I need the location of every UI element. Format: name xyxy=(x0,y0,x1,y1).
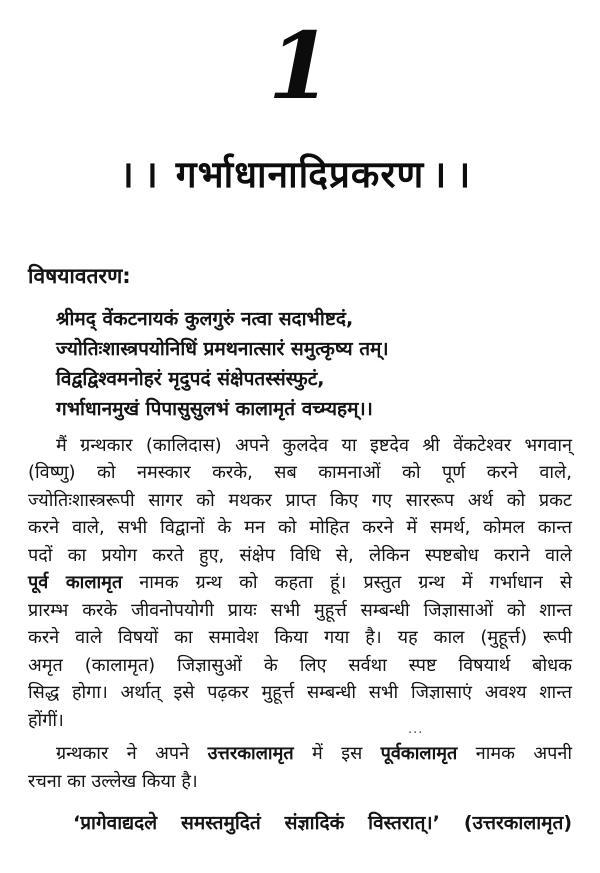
text-line: पूर्व कालामृत नामक ग्रन्थ को कहता हूं। प्रस्तुत ग्रन्थ में गर्भाधान से xyxy=(28,572,572,594)
section-label: विषयावतरण: xyxy=(28,263,131,288)
print-artifact-dots: ··· xyxy=(408,726,424,741)
text-line: श्रीमद् वेंकटनायकं कुलगुरुं नत्वा सदाभीष्टदं, xyxy=(56,307,354,330)
double-danda-left: ।। xyxy=(119,153,168,196)
text-line: रचना का उल्लेख किया है। xyxy=(28,770,198,792)
text-line: पदों का प्रयोग करते हुए, संक्षेप विधि से, लेकिन स्पष्टबोध कराने वाले xyxy=(28,544,572,566)
text-line: अमृत (कालामृत) जिज्ञासुओं के लिए सर्वथा स्पष्ट विषयार्थ बोधक xyxy=(28,654,572,676)
text-line: सिद्ध होगा। अर्थात् इसे पढ़कर मुहूर्त्त सम्बन्धी सभी जिज्ञासाएं अवश्य शान्त xyxy=(28,682,572,704)
chapter-heading-title: गर्भाधानादिप्रकरण xyxy=(175,153,425,196)
text-line: गर्भाधानमुखं पिपासुसुलभं कालामृतं वच्म्यहम्।। xyxy=(56,397,373,420)
commentary-paragraph-2 xyxy=(28,740,572,795)
citation-line xyxy=(28,809,572,837)
text-line: (विष्णु) को नमस्कार करके, सब कामनाओं को पूर्ण करने वाले, xyxy=(28,462,572,484)
chapter-number: 1 xyxy=(267,12,332,120)
chapter-heading xyxy=(28,150,572,200)
text-line: ज्योतिःशास्त्रपयोनिधिं प्रमथनात्सारं समुत्कृष्य तम्। xyxy=(56,337,389,360)
invocation-verse xyxy=(28,304,572,424)
commentary-paragraph-1 xyxy=(28,432,572,735)
text-line: होंगीं। xyxy=(28,709,64,731)
text-line: प्रारम्भ करके जीवनोपयोगी प्रायः सभी मुहूर्त्त सम्बन्धी जिज्ञासाओं को शान्त xyxy=(28,599,572,621)
text-line: विद्वद्विश्वमनोहरं मृदुपदं संक्षेपतस्संस्फुटं, xyxy=(56,367,325,390)
text-line: ‘प्रागेवाद्यदले समस्तमुदितं संज्ञादिकं विस्तरात्।’ (उत्तरकालामृत) xyxy=(73,812,572,835)
text-line: करने वाले, सभी विद्वानों के मन को मोहित करने में समर्थ, कोमल कान्त xyxy=(28,517,572,539)
text-line: ग्रन्थकार ने अपने उत्तरकालामृत में इस पूर्वकालामृत नामक अपनी xyxy=(56,743,573,765)
text-line: ज्योतिःशास्त्ररूपी सागर को मथकर प्राप्त किए गए साररूप अर्थ को प्रकट xyxy=(28,489,572,511)
double-danda-right: ।। xyxy=(432,153,481,196)
text-line: मैं ग्रन्थकार (कालिदास) अपने कुलदेव या इष्टदेव श्री वेंकटेश्वर भगवान् xyxy=(56,434,572,456)
text-line: करने वाले विषयों का समावेश किया गया है। यह काल (मुहूर्त्त) रूपी xyxy=(28,627,572,649)
